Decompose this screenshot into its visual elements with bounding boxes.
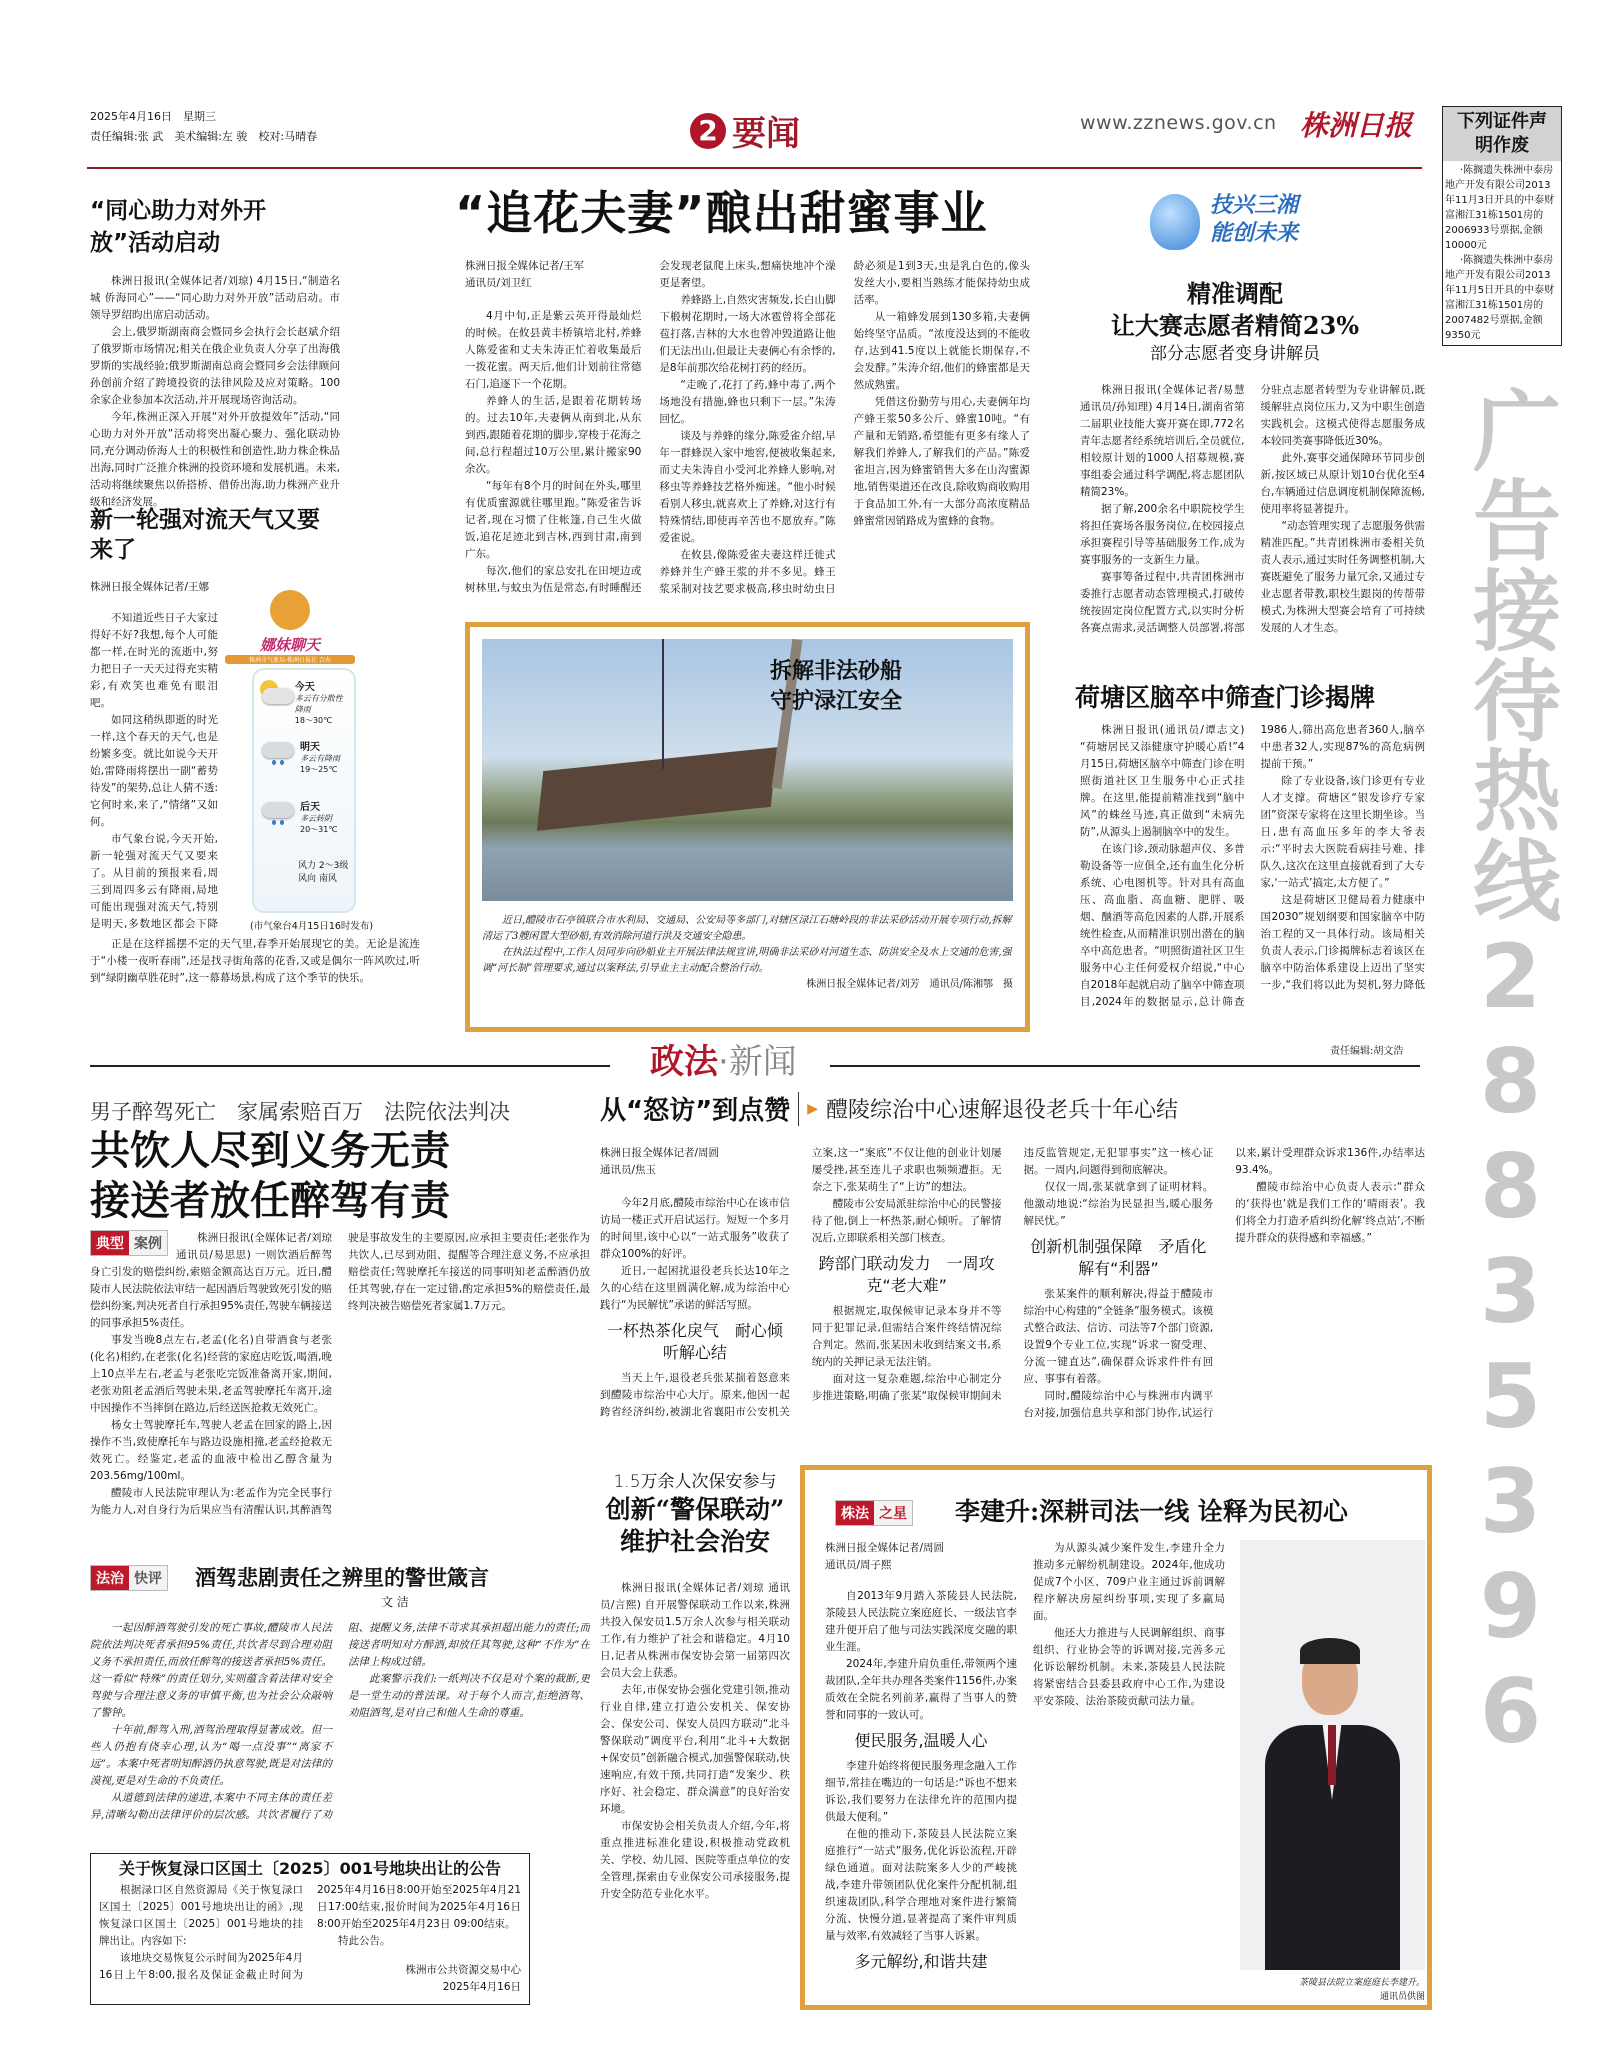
announcement-title: 关于恢复渌口区国土〔2025〕001号地块出让的公告: [119, 1859, 501, 1878]
forecast-panel: [252, 668, 356, 913]
paragraph: 他还大力推进与人民调解组织、商事组织、行业协会等的诉调对接,完善多元化诉讼解纷机制。未来,茶陵县人民法院将紧密结合县委县政府中心工作,为建设平安茶陵、法治茶陵贡献司法力量。: [1033, 1627, 1225, 1707]
headline: 共饮人尽到义务无责: [90, 1128, 450, 1174]
paragraph: “动态管理实现了志愿服务供需精准匹配。”共青团株洲市委相关负责人表示,通过实时任务调整机制,大赛既避免了服务力量冗余,又通过专业志愿者带教,职校生跟岗的传帮带模式,为株洲大型赛会培育了可持续发展的人才生态。: [1260, 520, 1425, 634]
headline: 新一轮强对流天气又要来了: [90, 506, 320, 563]
weather-column-logo: [225, 590, 355, 664]
headline: 荷塘区脑卒中筛查门诊揭牌: [1075, 683, 1376, 712]
newspaper-logo: 株洲日报: [1300, 109, 1413, 142]
headline: 精准调配: [1187, 279, 1283, 308]
paragraph: 李建升始终将便民服务理念融入工作细节,常挂在嘴边的一句话是:“诉也不想来诉讼,我们要努力在法律允许的范围内提供最大便利。”: [825, 1760, 1017, 1823]
headline: 从“怒访”到点赞: [600, 1096, 791, 1126]
paragraph: 张某案件的顺利解决,得益于醴陵市综治中心构建的“全链条”服务模式。该模式整合政法、信访、司法等7个部门资源,设置9个专业工位,实现“诉求一窗受理、分流一键直达”,确保群众诉求件件有回应、事事有着落。: [1023, 1288, 1214, 1385]
forecast-day: [258, 738, 350, 798]
photo-credit: 株洲日报全媒体记者/刘芳 通讯员/陈湘鄂 摄: [806, 979, 1013, 990]
paragraph: “每年有8个月的时间在外头,哪里有优质蜜源就往哪里跑。”陈爱雀告诉记者,现在习惯了住帐篷,自己生火做饭,追花足迹北到吉林,西到甘肃,南到广东。: [465, 480, 642, 560]
paragraph: 株洲日报讯(通讯员/谭志文) “荷塘居民又添健康守护暖心盾!”4月15日,荷塘区脑卒中筛查门诊在明照街道社区卫生服务中心正式挂牌。在这里,能提前精准找到“脑中风”的蛛丝马迹,真正做到“未病先防”,从源头上遏制脑卒中的发生。: [1080, 724, 1245, 838]
article-body: [600, 1580, 790, 2010]
wind-force: 风力 2～3级: [298, 861, 349, 871]
byline: 株洲日报全媒体记者/王娜: [90, 581, 210, 593]
banner-text: 能创未来: [1210, 221, 1299, 246]
article-bees-body: [465, 258, 1030, 608]
headline: 酒驾悲剧责任之辨里的警世箴言: [195, 1565, 489, 1590]
article-body: [825, 1588, 1017, 1724]
weather-tail: [90, 936, 420, 1026]
article-body: [90, 273, 340, 511]
subheading: 多元解纷,和谐共建: [854, 1952, 988, 1971]
paragraph: 每次,他们的家总安扎在田埂边或树林里,与蚊虫为伍是常态,有时睡醒还会发现老鼠爬上床头,想痛快地冲个澡更是奢望。: [465, 260, 836, 594]
article-body: [825, 1758, 1017, 1945]
headline: 李建升:深耕司法一线 诠释为民初心: [955, 1497, 1348, 1526]
column-logo-text: 娜妹聊天: [259, 636, 320, 654]
photo-credit: 通讯员供图: [1379, 1992, 1425, 2002]
article-stroke-body: [1080, 722, 1425, 1027]
paragraph: 据了解,200余名中职院校学生将担任赛场各服务岗位,在校园接点承担赛程引导等基础服务工作,成为赛事服务的一支新生力量。: [1080, 503, 1245, 566]
editor-credits: 责任编辑:张 武 美术编辑:左 骏 校对:马晴春: [90, 130, 318, 143]
byline: 通讯员/刘卫红: [465, 277, 532, 289]
paragraph: 株洲日报讯(全媒体记者/刘琼 通讯员/言熙) 自开展警保联动工作以来,株洲共投入保安员1.5万余人次参与相关联动工作,有力维护了社会和谐稳定。4月10日,记者从株洲市保安协会第一届第四次会员大会上获悉。: [600, 1582, 790, 1679]
rain-icon: [258, 798, 296, 858]
section-title-part: 政法: [650, 1042, 718, 1082]
column-subtitle: 株洲市气象局·株洲日报社 合办: [225, 655, 355, 664]
section-rule-right: [830, 1065, 1420, 1067]
section-title-dot: ·: [718, 1042, 729, 1082]
subheading: 一杯热茶化戾气 耐心倾听解心结: [606, 1321, 783, 1362]
kicker: 男子醉驾死亡 家属索赔百万 法院依法判决: [90, 1100, 510, 1124]
paragraph: 今年,株洲正深入开展“对外开放提效年”活动,“同心助力对外开放”活动将突出凝心聚力、强化联动协同,充分调动侨海人士的积极性和创造性,助力株企株品出海,同时广泛推介株洲的投资环境和发展机遇。未来,活动将继续聚焦以侨搭桥、借侨出海,助力株洲产业升级和经济发展。: [90, 411, 340, 508]
paragraph: 株洲日报讯(全媒体记者/刘琼 通讯员/易思思) 一则饮酒后醉驾身亡引发的赔偿纠纷,索赔金额高达百万元。近日,醴陵市人民法院依法审结一起因酒后驾驶致死引发的赔偿纠纷案,判决死者自行承担95%责任,驾驶车辆接送的同事承担5%责任。: [90, 1232, 332, 1329]
paragraph: 凭借这份勤劳与用心,夫妻俩年均产蜂王浆50多公斤、蜂蜜10吨。“有产量和无销路,希望能有更多有缘人了解我们养蜂人,了解我们的产品。”陈爱雀坦言,因为蜂蜜销售大多在山沟蜜源地,销售渠道还在改良,除收购商收购用于食品加工外,有一大部分高浓度精品蜂蜜常因销路成为蜜蜂的食物。: [853, 396, 1030, 527]
paragraph: 谈及与养蜂的缘分,陈爱雀介绍,早年一群蜂误入家中地窖,便被收集起来,而丈夫朱涛自小受河北养蜂人影响,对移虫等养蜂技艺格外痴迷。“他小时候看别人移虫,就喜欢上了养蜂,对这行有特殊情结,即使再辛苦也不愿放弃。”陈爱雀说。: [659, 430, 836, 544]
forecast-day-label: 后天: [300, 802, 320, 813]
tag-part: 法治: [91, 1566, 129, 1590]
subheadline: 部分志愿者变身讲解员: [1150, 344, 1320, 364]
paragraph: 十年前,醉驾入刑,酒驾治理取得显著成效。但一些人仍抱有侥幸心理,认为“喝一点没事”“离家不远”。本案中死者明知醉酒仍执意驾驶,既是对法律的漠视,更是对生命的不负责任。: [90, 1724, 332, 1787]
legal-comment-tag: [90, 1565, 168, 1591]
paragraph: 从一箱蜂发展到130多箱,夫妻俩始终坚守品质。“浓度没达到的不能收存,达到41.5度以上就能长期保存,不会发酵。”朱涛介绍,他们的蜂蜜都是天然成熟蜜。: [853, 311, 1030, 391]
paragraph: 会上,俄罗斯湖南商会暨同乡会执行会长赵斌介绍了俄罗斯市场情况;相关在俄企业负责人分享了出海俄罗斯的实战经验;俄罗斯湖南总商会暨同乡会法律顾问孙创前介绍了跨境投资的法律风险及应对策略。100余家企业参加本次活动,并开展现场咨询活动。: [90, 326, 340, 406]
headline: 维护社会治安: [619, 1527, 770, 1556]
byline: 通讯员/周子熙: [825, 1559, 892, 1571]
photo-caption: 茶陵县法院立案庭庭长李建升。: [1298, 1978, 1425, 1988]
article-body: [1080, 722, 1425, 1027]
paragraph: 今年2月底,醴陵市综治中心在该市信访局一楼正式开启试运行。短短一个多月的时间里,该中心以“一站式服务”收获了群众100%的好评。: [600, 1197, 790, 1260]
banner-text: 技兴三湘: [1210, 193, 1299, 218]
page-number: 2: [690, 113, 726, 149]
paragraph: 醴陵市综治中心负责人表示:“群众的‘获得也’就是我们工作的‘晴雨表’。我们将全力打造矛盾纠纷化解‘终点站’,不断提升群众的获得感和幸福感。”: [1235, 1181, 1425, 1244]
section-name: 要闻: [732, 114, 800, 154]
paragraph: 市保安协会相关负责人介绍,今年,将重点推进标准化建设,积极推动党政机关、学校、幼儿园、医院等重点单位的安全管理,探索由专业保安公司承接服务,提升安全防范专业化水平。: [600, 1820, 790, 1900]
forecast-temp: 18～30℃: [294, 716, 333, 725]
paragraph: 近日,一起困扰退役老兵长达10年之久的心结在这里圆满化解,成为综治中心践行“为民解忧”承诺的鲜活写照。: [600, 1265, 790, 1311]
article-body: [600, 1195, 790, 1314]
paragraph: 正是在这样摇摆不定的天气里,春季开始展现它的美。无论是流连于“小楼一夜听春雨”,还是找寻街角落的花香,又或是偶尔一阵风吹过,听到“绿阴幽草胜花时”,这一幕幕场景,构成了这个季节的快乐。: [90, 938, 420, 984]
paragraph: 当天上午,退役老兵张某揣着怒意来到醴陵市综治中心大厅。原来,他因一起跨省经济纠纷,被湖北省襄阳市公安机关立案,这一“案底”不仅让他的创业计划屡屡受挫,甚至连儿子求职也频频遭拒。无奈之下,张某萌生了“上访”的想法。: [600, 1147, 1002, 1418]
article-volunteer-body: [1080, 382, 1425, 650]
article-bees: [455, 185, 1035, 241]
paragraph: 去年,市保安协会强化党建引领,推动行业自律,建立打造公安机关、保安协会、保安公司、保安人员四方联动“北斗警保联动”调度平台,利用“北斗+大数据+保安员”创新融合模式,加强警保联动,快速响应,有效干预,共同打造“发案少、秩序好、社会稳定、群众满意”的良好治安环境。: [600, 1684, 790, 1815]
paragraph: 自2013年9月踏入茶陵县人民法院,茶陵县人民法院立案庭庭长、一级法官李建升便开启了他与司法实践深度交融的职业生涯。: [825, 1590, 1017, 1653]
paragraph: 这是荷塘区卫健局着力健康中国2030”规划纲要和国家脑卒中防治工程的又一具体行动。该局相关负责人表示,门诊揭牌标志着该区在脑卒中防治体系建设上迈出了坚实一步,“我们将以此为契机,努力降低: [1260, 894, 1425, 991]
announcement-paragraph: 该地块交易恢复公示时间为2025年4月16日上午8:00,报名及保证金截止时间为2025年4月16日8:00开始至2025年4月21日17:00结束,报价时间为2025年4月16日8:00开始至2025年4月23日 09:00结束。: [99, 1884, 521, 1981]
subheading: 便民服务,温暖人心: [854, 1731, 988, 1750]
paragraph: “走晚了,花打了药,蜂中毒了,两个场地没有措施,蜂也只剩下一层。”朱涛回忆。: [659, 379, 836, 425]
headline: 创新“警保联动”: [605, 1495, 785, 1524]
photo-news-box: [465, 622, 1030, 1032]
paragraph: 醴陵市公安局派驻综治中心的民警接待了他,倒上一杯热茶,耐心倾听。了解情况后,立即联系相关部门核查。: [811, 1198, 1002, 1244]
paragraph: 事发当晚8点左右,老孟(化名)自带酒食与老张(化名)相约,在老张(化名)经营的家庭店吃饭,喝酒,晚上10点半左右,老孟与老张吃完饭准备离开家,期间,老张劝阻老孟酒后驾驶未果,老孟驾驶摩托车离开,途中因操作不当摔倒在路边,后经送医抢救无效死亡。: [90, 1334, 332, 1414]
forecast-day: [258, 798, 350, 858]
paragraph: 为从源头减少案件发生,李建升全力推动多元解纷机制建设。2024年,他成功促成7个小区、709户业主通过诉前调解程序解决房屋纠纷事项,实现了多赢局面。: [1033, 1542, 1225, 1622]
forecast-temp: 19～25℃: [300, 765, 338, 774]
tag-part: 快评: [129, 1566, 167, 1590]
tag-part: 典型: [91, 1231, 129, 1255]
paragraph: 从道德到法律的递进,本案中不同主体的责任差异,清晰勾勒出法律评价的层次感。共饮者履行了劝阻、提醒义务,法律不苛求其承担超出能力的责任;而接送者明知对方醉酒,却放任其驾驶,这种“不作为”在法律上构成过错。: [90, 1622, 590, 1821]
notice-ad-title: 下列证件声明作废: [1443, 107, 1561, 161]
sand-dredger-photo: [482, 639, 1013, 901]
photo-title: 守护渌江安全: [770, 689, 903, 714]
article-body: [90, 610, 218, 930]
paragraph: 如同这稍纵即逝的时光一样,这个春天的天气,也是纷繁多变。就比如说今天开始,雷降雨将摆出一副“蓄势待发”的架势,总让人猜不透:它何时来,来了,“情绪”又如何。: [90, 714, 218, 828]
article-body: [90, 1620, 590, 1835]
paragraph: 此外,赛事交通保障环节同步创新,按区域已从原计划10台优化至4台,车辆通过信息调度机制保障流畅,使用率将显著提升。: [1260, 452, 1425, 515]
paragraph: 养蜂路上,自然灾害频发,长白山脚下椴树花期时,一场大冰雹曾将全部花苞打落,吉林的大水也曾冲毁道路让他们无法出山,但最让夫妻俩心有余悸的,是8年前那次给花树打药的经历。: [659, 294, 836, 374]
website-url[interactable]: www.zznews.gov.cn: [1080, 112, 1277, 134]
paragraph: 2024年,李建升肩负重任,带领两个速裁团队,全年共办理各类案件1156件,办案质效在全院名列前茅,赢得了当事人的赞誉和同事的一致认可。: [825, 1658, 1017, 1721]
forecast-day-label: 今天: [294, 682, 315, 693]
paragraph: 株洲日报讯(全媒体记者/易慧 通讯员/孙知理) 4月14日,湖南省第二届职业技能大赛开赛在即,772名青年志愿者经系统培训后,全员就位,相较原计划的1000人招募规模,赛事组委会通过科学调配,将志愿团队精简23%。: [1080, 384, 1245, 498]
paragraph: 市气象台说,今天开始,新一轮强对流天气又要来了。从目前的预报来看,周三到周四多云有降雨,局地可能出现强对流天气,特别是明天,多数地区都会下降: [90, 833, 218, 930]
article-open-policy: [90, 195, 340, 511]
byline: 株洲日报全媒体记者/周圆: [600, 1147, 720, 1159]
paragraph: 同时,醴陵综治中心与株洲市内调平台对接,加强信息共享和部门协作,试运行以来,累计受理群众诉求136件,办结率达93.4%。: [1023, 1147, 1425, 1419]
byline: 株洲日报全媒体记者/周圆: [825, 1542, 945, 1554]
paragraph: 面对这一复杂难题,综治中心制定分步推进策略,明确了张某“取保候审期间未违反监管规定,无犯罪事实”这一核心证据。一周内,问题得到彻底解决。: [811, 1147, 1214, 1402]
kicker: 1.5万余人次保安参与: [613, 1472, 777, 1492]
headline: 接送者放任醉驾有责: [90, 1178, 450, 1224]
notice-item: ·陈搁遗失株洲中泰房地产开发有限公司2013年11月5日开具的中泰财富湘江31栋1501房的2007482号票据,金额9350元: [1445, 255, 1555, 341]
land-announcement-box: [90, 1853, 530, 2005]
tag-part: 之星: [874, 1501, 912, 1525]
announcement-paragraph: 特此公告。: [338, 1935, 391, 1947]
paragraph: 在他的推动下,茶陵县人民法院立案庭推行“一站式”服务,优化诉讼流程,开辟绿色通道。面对法院案多人少的严峻挑战,李建升带领团队优化案件分配机制,组织速裁团队,科学合理地对案件进行繁简分流、快慢分道,显著提高了案件审判质量与效率,有效减轻了当事人诉累。: [825, 1828, 1017, 1942]
page-section-logo: [690, 106, 800, 155]
article-volunteer-heading: [1060, 278, 1410, 366]
article-comment-body: [90, 1620, 590, 1835]
announcement-paragraph: 根据渌口区自然资源局《关于恢复渌口区国土〔2025〕001号地块出让的函》,现恢复渌口区国土〔2025〕001号地块的挂牌出让。内容如下:: [99, 1884, 303, 1947]
ad-hotline-number: 28835396: [1459, 925, 1562, 1765]
typical-case-tag: [90, 1230, 168, 1256]
article-body: [465, 258, 1030, 608]
headline: “同心助力对外开放”活动启动: [90, 198, 267, 256]
tag-part: 案例: [129, 1231, 167, 1255]
rain-icon: [258, 738, 296, 798]
paragraph: 根据规定,取保候审记录本身并不等同于犯罪记录,但需结合案件终结情况综合判定。然而,张某因未收到结案文书,系统内的关押记录无法注销。: [811, 1305, 1002, 1368]
paragraph: 一起因醉酒驾驶引发的死亡事故,醴陵市人民法院依法判决死者承担95%责任,共饮者尽到合理劝阻义务不承担责任,而放任醉驾的接送者承担5%责任。这一看似“特殊”的责任划分,实则蕴含着法律对安全驾驶与合理注意义务的审慎平衡,也为社会公众敲响了警钟。: [90, 1622, 332, 1719]
section-title: [650, 1040, 797, 1084]
paragraph: 在该门诊,颈动脉超声仪、多普勒设备等一应俱全,还有血生化分析系统、心电图机等。针对具有高血压、高血脂、高血糖、肥胖、吸烟、酗酒等高危因素的人群,开展系统性检查,从而精准识别出潜在的脑卒中高危患者。“明照街道社区卫生服务中心主任何爱权介绍说,“中心自2018年起就启动了脑卒中筛查项目,2024年的数据显示,总计筛查1986人,筛出高危患者360人,脑卒中患者32人,实现87%的高危病例提前干预。”: [1080, 724, 1425, 1008]
photo-title: 拆解非法砂船: [770, 659, 903, 684]
article-security-heading: [600, 1470, 790, 1558]
mascot-icon: [1150, 194, 1200, 250]
judge-portrait-photo: [1240, 1540, 1425, 1970]
article-drunk-body: [90, 1230, 590, 1530]
ad-hotline: [1455, 385, 1565, 1765]
campaign-banner: [1150, 188, 1350, 258]
paragraph: 杨女士驾驶摩托车,驾驶人老孟在回家的路上,因操作不当,致使摩托车与路边设施相撞,老孟经抢救无效死亡。经鉴定,老孟的血液中检出乙醇含量为203.56mg/100ml。: [90, 1419, 332, 1482]
article-body: [1033, 1540, 1225, 1710]
forecast-desc: 多云有分散性降雨: [294, 694, 343, 714]
headline: “追花夫妻”酿出甜蜜事业: [455, 186, 988, 240]
paragraph: 养蜂人的生活,是跟着花期转场的。过去10年,夫妻俩从南到北,从东到西,跟随着花期的脚步,穿梭于花海之间,总行程超过10万公里,累计搬家90余次。: [465, 395, 642, 475]
article-body: [90, 1230, 590, 1530]
paragraph: 醴陵市人民法院审理认为:老孟作为完全民事行为能力人,对自身行为后果应当有清醒认识,其醉酒驾驶是事故发生的主要原因,应承担主要责任;老张作为共饮人,已尽到劝阻、提醒等合理注意义务,不应承担赔偿责任;驾驶摩托车接送的同事明知老孟醉酒仍放任其驾驶,存在一定过错,酌定承担5%的赔偿责任,最终判决被告赔偿死者家属1.7万元。: [90, 1232, 590, 1516]
tag-part: 株法: [836, 1501, 874, 1525]
subheading: 创新机制强保障 矛盾化解有“利器”: [1030, 1237, 1207, 1278]
forecast-day: [258, 678, 350, 738]
article-drunk-heading: [90, 1098, 590, 1226]
judge-profile-box: [800, 1465, 1432, 2010]
paragraph: 不知道近些日子大家过得好不好?我想,每个人可能都一样,在时光的流逝中,努力把日子一天天过得充实精彩,有欢笑也难免有眼泪吧。: [90, 612, 218, 709]
announcement-issuer: 株洲市公共资源交易中心: [405, 1964, 521, 1976]
notice-ad-box: [1442, 106, 1562, 346]
partly-cloudy-icon: [258, 678, 291, 738]
ad-hotline-label: 广告接待热线: [1459, 385, 1562, 925]
byline: 株洲日报全媒体记者/王军: [465, 260, 585, 272]
photo-caption: 在执法过程中,工作人员同步向砂船业主开展法律法规宣讲,明确非法采砂对河道生态、防洪安全及水上交通的危害,强调“河长制”管理要求,通过以案释法,引导业主主动配合整治行动。: [482, 947, 1012, 974]
header-rule: [87, 167, 1422, 169]
paragraph: 除了专业设备,该门诊更有专业人才支撑。荷塘区“银发诊疗专家团”资深专家将在这里长期坐诊。当日,患有高血压多年的李大爷表示:“平时去大医院看病挂号难、排队久,这次在这里直接就看到了大专家,‘一站式’搞定,太方便了。”: [1260, 775, 1425, 889]
notice-item: ·陈搁遗失株洲中泰房地产开发有限公司2013年11月3日开具的中泰财富湘江31栋1501房的2006933号票据,金额10000元: [1445, 165, 1555, 251]
paragraph: 此案警示我们:一纸判决不仅是对个案的裁断,更是一堂生动的普法课。对于每个人而言,拒绝酒驾、劝阻酒驾,是对自己和他人生命的尊重。: [348, 1673, 590, 1719]
section-rule-left: [90, 1065, 610, 1067]
announcement-date: 2025年4月16日: [442, 1981, 521, 1993]
forecast-source: (市气象台4月15日16时发布): [250, 921, 374, 932]
star-column-tag: [835, 1500, 913, 1526]
paragraph: 4月中旬,正是紫云英开得最灿烂的时候。在攸县黄丰桥镇培北村,养蜂人陈爱雀和丈夫朱涛正忙着收集最后一拨花蜜。两天后,他们计划前往常德石门,追逐下一个花期。: [465, 310, 642, 390]
forecast-day-label: 明天: [300, 742, 320, 753]
article-petition-body: [600, 1145, 1425, 1430]
section-title-part: 新闻: [728, 1042, 797, 1082]
triangle-icon: ▶: [807, 1100, 818, 1117]
subheading: 跨部门联动发力 一周攻克“老大难”: [818, 1254, 995, 1295]
subheadline: 醴陵综治中心速解退役老兵十年心结: [825, 1098, 1178, 1123]
paragraph: 在攸县,像陈爱雀夫妻这样迁徙式养蜂并生产蜂王浆的并不多见。蜂王浆采制对技艺要求极高,移虫时幼虫日龄必须是1到3天,虫是乳白色的,像头发丝大小,要相当熟练才能保持幼虫成活率。: [659, 260, 1030, 595]
paragraph: 赛事筹备过程中,共青团株洲市委推行志愿者动态管理模式,打破传统按固定岗位配置方式,以实时分析各赛点需求,灵活调整人员部署,将部分驻点志愿者转型为专业讲解员,既缓解驻点岗位压力,又为中职生创造实践机会。这模式使得志愿服务成本较同类赛事降低近30%。: [1080, 384, 1425, 634]
author: 文 洁: [381, 1595, 409, 1609]
article-petition-heading: [600, 1090, 1178, 1127]
paragraph: 仅仅一周,张某就拿到了证明材料。他激动地说:“综治为民显担当,暖心服务解民忧。”: [1023, 1181, 1214, 1227]
photo-caption: 近日,醴陵市石亭镇联合市水利局、交通局、公安局等多部门,对辖区渌江石塘岭段的非法采砂活动开展专项行动,拆解清运了3艘闲置大型砂船,有效消除河道行洪及交通安全隐患。: [482, 915, 1012, 942]
wind-direction: 风向 南风: [298, 874, 337, 884]
article-comment-heading: [90, 1563, 590, 1610]
article-body: [1080, 382, 1425, 650]
headline: 让大赛志愿者精简23%: [1110, 311, 1360, 340]
paragraph: 株洲日报讯(全媒体记者/刘琼) 4月15日,“制造名城 侨海同心”——“同心助力对外开放”活动启动。市领导罗绍昀出席启动活动。: [90, 275, 340, 321]
page-editor: 责任编辑:胡文浩: [1330, 1046, 1404, 1057]
issue-date: 2025年4月16日 星期三: [90, 110, 216, 123]
forecast-desc: 多云有降雨: [300, 754, 340, 763]
forecast-temp: 20～31℃: [300, 825, 338, 834]
columnist-avatar: [270, 590, 310, 630]
forecast-desc: 多云转阴: [300, 814, 332, 823]
byline: 通讯员/焦玉: [600, 1164, 657, 1176]
